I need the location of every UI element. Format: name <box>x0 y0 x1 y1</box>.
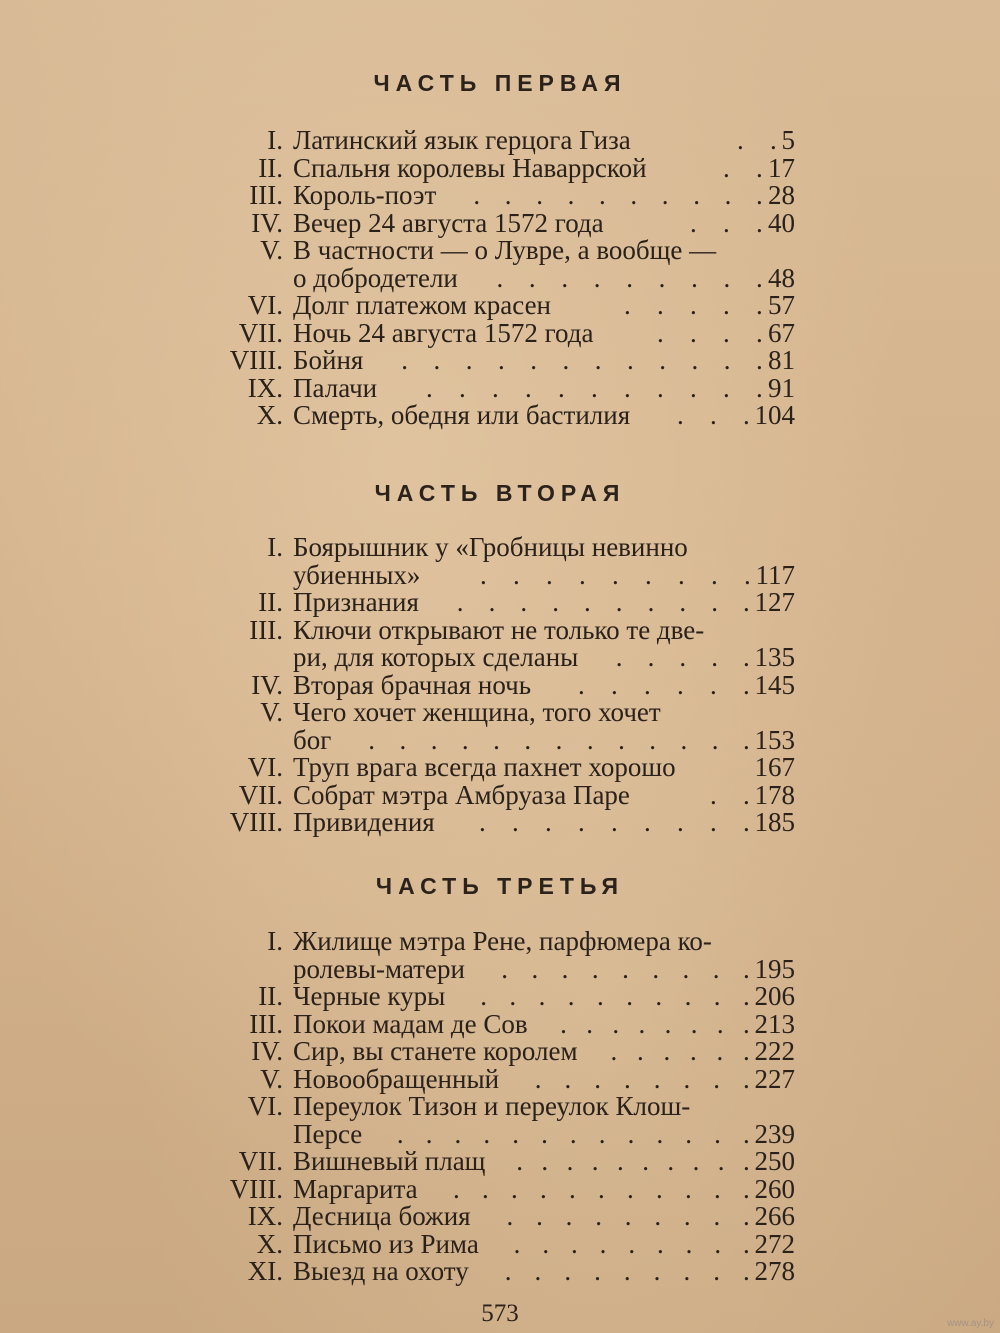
chapter-number: V. <box>260 697 283 727</box>
chapter-title: Черные куры <box>293 981 446 1011</box>
chapter-number: VI. <box>247 752 283 782</box>
chapter-entry[interactable]: VIII. Бойня . . . . . . . . . . . . 81 <box>229 345 795 375</box>
chapter-page: 250 <box>754 1146 795 1176</box>
chapter-number: IV. <box>251 669 283 700</box>
chapter-page: 266 <box>754 1201 795 1231</box>
chapter-page: 206 <box>754 981 795 1011</box>
chapter-page: 135 <box>754 642 795 672</box>
chapter-page: 153 <box>754 724 795 755</box>
chapter-entry[interactable]: II. Черные куры . . . . . . . . . . 206 <box>258 981 795 1011</box>
chapter-title: Персе <box>293 1118 363 1149</box>
chapter-title: Король-поэт <box>293 180 437 210</box>
chapter-page: 28 <box>768 180 795 210</box>
chapter-page: 117 <box>755 559 795 590</box>
chapter-title: Сир, вы станете королем <box>293 1036 578 1066</box>
chapter-number: VII. <box>238 317 283 348</box>
chapter-entry[interactable]: X. Письмо из Рима . . . . . . . . . 272 <box>256 1228 795 1259</box>
chapter-title: Выезд на охоту <box>293 1256 469 1286</box>
chapter-page: 178 <box>754 779 795 810</box>
chapter-page: 57 <box>768 290 795 320</box>
part-title: ЧАСТЬ ВТОРАЯ <box>374 480 626 506</box>
chapter-number: VIII. <box>229 345 283 375</box>
chapter-list <box>0 534 1000 837</box>
chapter-page: 167 <box>754 752 795 782</box>
chapter-entry[interactable]: IX. Десница божия . . . . . . . . . 266 <box>247 1201 795 1231</box>
chapter-entry[interactable]: I. Жилище мэтра Рене, парфюмера ко- ролевы-матери . . . . . . . . . 195 <box>267 926 795 984</box>
chapter-title: убиенных» <box>293 559 421 590</box>
chapter-title: Спальня королевы Наваррской <box>293 152 647 183</box>
chapter-page: 239 <box>754 1118 795 1149</box>
chapter-page: 17 <box>768 152 795 183</box>
part-title: ЧАСТЬ ТРЕТЬЯ <box>375 873 625 899</box>
chapter-title: Латинский язык герцога Гиза <box>293 125 631 155</box>
chapter-entry[interactable]: VIII. Привидения . . . . . . . . . 185 <box>229 807 795 837</box>
chapter-title: Боярышник у «Гробницы невинно <box>293 532 688 562</box>
chapter-list <box>0 127 1000 430</box>
chapter-number: IX. <box>247 372 283 403</box>
chapter-title: Привидения <box>293 807 435 837</box>
chapter-page: 185 <box>754 807 795 837</box>
page-number: 573 <box>481 1300 519 1327</box>
chapter-entry[interactable]: VII. Ночь 24 августа 1572 года . . . . 67 <box>238 317 795 348</box>
chapter-number: VII. <box>238 1146 283 1176</box>
chapter-page: 48 <box>768 262 795 293</box>
chapter-entry[interactable]: V. Новообращенный . . . . . . . . 227 <box>260 1063 795 1094</box>
chapter-entry[interactable]: VII. Вишневый плащ . . . . . . . . . . 250 <box>238 1146 795 1176</box>
chapter-entry[interactable]: II. Спальня королевы Наваррской . . 17 <box>258 152 795 183</box>
chapter-page: 260 <box>754 1173 795 1204</box>
chapter-title: Ключи открывают не только те две- <box>293 614 705 645</box>
chapter-number: XI. <box>247 1256 283 1286</box>
chapter-number: II. <box>258 152 283 183</box>
chapter-entry[interactable]: X. Смерть, обедня или бастилия . . . 104 <box>256 400 795 430</box>
chapter-title: Палачи <box>293 372 378 403</box>
chapter-entry[interactable]: III. Король-поэт . . . . . . . . . . 28 <box>249 180 795 210</box>
chapter-number: VIII. <box>229 1173 283 1204</box>
chapter-title: Новообращенный <box>293 1063 500 1094</box>
chapter-entry[interactable]: VIII. Маргарита . . . . . . . . . . . 260 <box>229 1173 795 1204</box>
chapter-page: 272 <box>754 1228 795 1259</box>
chapter-title: бог <box>293 724 332 755</box>
chapter-number: III. <box>249 614 283 645</box>
chapter-title: Признания <box>293 587 419 617</box>
chapter-title: Жилище мэтра Рене, парфюмера ко- <box>293 926 712 956</box>
chapter-number: IV. <box>251 207 283 238</box>
chapter-page: 5 <box>781 125 795 155</box>
chapter-number: IV. <box>251 1036 283 1066</box>
chapter-entry[interactable]: II. Признания . . . . . . . . . . 127 <box>258 587 795 617</box>
chapter-number: II. <box>258 587 283 617</box>
chapter-number: I. <box>267 926 283 956</box>
chapter-title: Бойня <box>293 345 364 375</box>
chapter-entry[interactable]: IV. Сир, вы станете королем . . . . . . 222 <box>251 1036 795 1066</box>
chapter-title: Десница божия <box>293 1201 471 1231</box>
chapter-entry[interactable]: VII. Собрат мэтра Амбруаза Паре . . 178 <box>238 779 795 810</box>
chapter-number: X. <box>256 400 283 430</box>
chapter-title: В частности — о Лувре, а вообще — <box>293 235 717 265</box>
chapter-entry[interactable]: IV. Вторая брачная ночь . . . . . . 145 <box>251 669 795 700</box>
chapter-title: Переулок Тизон и переулок Клош- <box>293 1091 691 1121</box>
chapter-entry[interactable]: I. Латинский язык герцога Гиза . . 5 <box>267 125 795 155</box>
chapter-title: Ночь 24 августа 1572 года <box>293 317 594 348</box>
chapter-number: VI. <box>247 290 283 320</box>
chapter-entry[interactable]: I. Боярышник у «Гробницы невинно убиенных» . . . . . . . . . 117 <box>267 532 795 590</box>
chapter-page: 40 <box>768 207 795 238</box>
chapter-number: IX. <box>247 1201 283 1231</box>
chapter-title: Покои мадам де Сов <box>293 1008 528 1039</box>
watermark: www.ay.by <box>946 1318 994 1329</box>
chapter-page: 104 <box>754 400 795 430</box>
chapter-page: 81 <box>768 345 795 375</box>
chapter-title: Маргарита <box>293 1173 418 1204</box>
chapter-number: VIII. <box>229 807 283 837</box>
chapter-page: 213 <box>754 1008 795 1039</box>
chapter-entry[interactable]: VI. Переулок Тизон и переулок Клош- Персе . . . . . . . . . . . . . 239 <box>247 1091 795 1149</box>
chapter-page: 227 <box>754 1063 795 1094</box>
chapter-entry[interactable]: VI. Долг платежом красен . . . . . 57 <box>247 290 795 320</box>
chapter-list <box>0 928 1000 1286</box>
part-title: ЧАСТЬ ПЕРВАЯ <box>373 70 627 96</box>
chapter-page: 127 <box>754 587 795 617</box>
chapter-entry[interactable]: IX. Палачи . . . . . . . . . . . 91 <box>247 372 795 403</box>
chapter-entry[interactable]: III. Покои мадам де Сов . . . . . . . . 213 <box>249 1008 795 1039</box>
chapter-entry[interactable]: XI. Выезд на охоту . . . . . . . . . 278 <box>247 1256 795 1286</box>
chapter-number: V. <box>260 235 283 265</box>
chapter-number: VI. <box>247 1091 283 1121</box>
chapter-title: Долг платежом красен <box>293 290 552 320</box>
chapter-number: I. <box>267 125 283 155</box>
chapter-title: Письмо из Рима <box>293 1228 479 1259</box>
chapter-entry[interactable]: V. В частности — о Лувре, а вообще — о добродетели . . . . . . . . . 48 <box>260 235 795 293</box>
chapter-title: Вторая брачная ночь <box>293 669 532 700</box>
chapter-title: Собрат мэтра Амбруаза Паре <box>293 779 630 810</box>
chapter-title: Вишневый плащ <box>293 1146 486 1176</box>
chapter-number: I. <box>267 532 283 562</box>
chapter-page: 91 <box>768 372 795 403</box>
chapter-number: III. <box>249 180 283 210</box>
chapter-entry[interactable]: III. Ключи открывают не только те две- ри, для которых сделаны . . . . . 135 <box>249 614 795 672</box>
chapter-page: 145 <box>754 669 795 700</box>
chapter-title: Вечер 24 августа 1572 года <box>293 207 604 238</box>
chapter-number: III. <box>249 1008 283 1039</box>
chapter-title: Смерть, обедня или бастилия <box>293 400 631 430</box>
chapter-page: 195 <box>754 953 795 984</box>
chapter-title: Чего хочет женщина, того хочет <box>293 697 661 727</box>
chapter-entry[interactable]: V. Чего хочет женщина, того хочет бог . . . . . . . . . . . . . 153 <box>260 697 795 755</box>
chapter-title: ри, для которых сделаны <box>293 642 579 672</box>
chapter-entry[interactable]: IV. Вечер 24 августа 1572 года . . . 40 <box>251 207 795 238</box>
chapter-entry[interactable] <box>0 754 1000 782</box>
chapter-number: V. <box>260 1063 283 1094</box>
chapter-page: 278 <box>754 1256 795 1286</box>
chapter-page: 222 <box>754 1036 795 1066</box>
chapter-number: II. <box>258 981 283 1011</box>
chapter-title: Труп врага всегда пахнет хорошо <box>293 752 676 782</box>
chapter-number: X. <box>256 1228 283 1259</box>
chapter-title: ролевы-матери <box>293 953 465 984</box>
chapter-number: VII. <box>238 779 283 810</box>
chapter-title: о добродетели <box>293 262 458 293</box>
chapter-page: 67 <box>768 317 795 348</box>
